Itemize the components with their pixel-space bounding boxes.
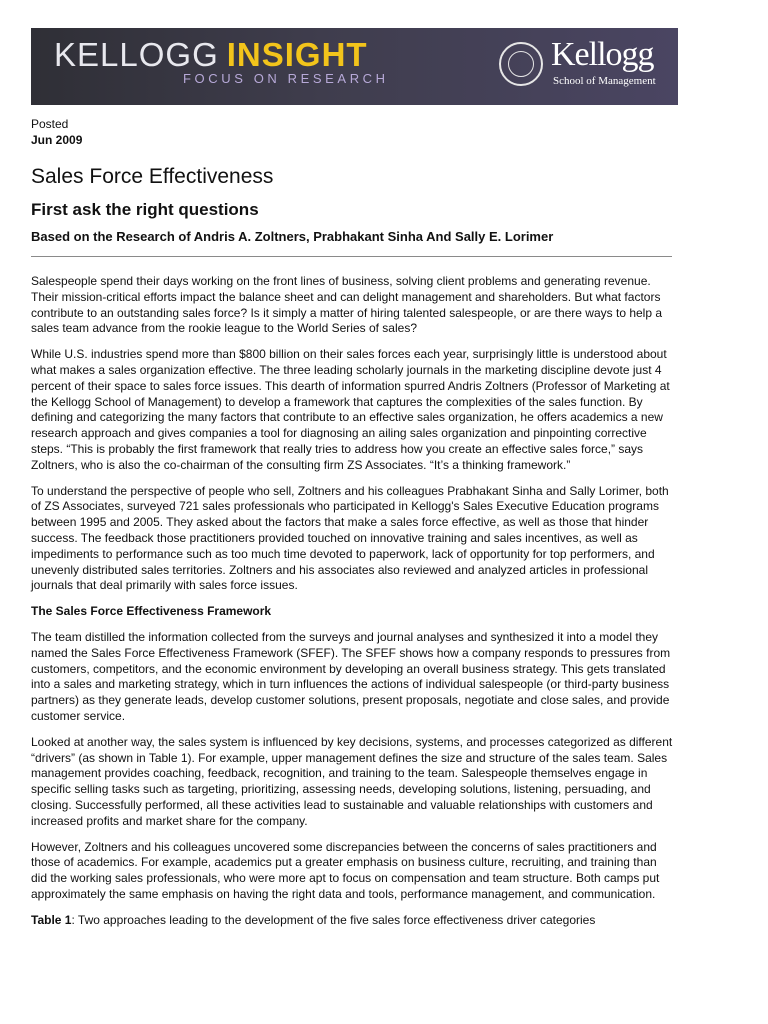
brand-wordmark xyxy=(54,36,368,74)
table-caption xyxy=(31,913,673,929)
body-paragraph: Looked at another way, the sales system is influenced by key decisions, systems, and processes categorized as different “drivers” (as shown in Table 1). For example, upper management defines the size and structure of the sales team. Sales management provides coaching, feedback, recognition, and training to the team. Salespeople themselves engage in specific selling tasks such as targeting, prioritizing, assessing needs, developing solutions, listening, persuading, and closing. Successfully performed, all these activities lead to sustainable and valuable relationships with customers and increased profits and market share for the company. xyxy=(31,734,673,828)
kellogg-insight-banner xyxy=(31,28,678,105)
brand-kellogg-text: KELLOGG xyxy=(54,36,219,73)
section-heading: The Sales Force Effectiveness Framework xyxy=(31,604,272,619)
school-logo-name: Kellogg xyxy=(551,36,654,73)
body-paragraph: However, Zoltners and his colleagues uncovered some discrepancies between the concerns of sales practitioners and those of academics. For example, academics put a greater emphasis on business culture, recruiting, and training than did the working sales professionals, who were more apt to focus on compensation and team structure. Both camps put approximately the same emphasis on having the right data and tools, performance management, and communication. xyxy=(31,839,660,901)
header-divider xyxy=(31,256,672,257)
posted-date: Jun 2009 xyxy=(31,133,83,147)
table-caption-text: : Two approaches leading to the development of the five sales force effectiveness driver categories xyxy=(71,912,596,927)
brand-tagline: FOCUS ON RESEARCH xyxy=(183,71,389,86)
university-seal-icon xyxy=(499,42,543,86)
brand-insight-text: INSIGHT xyxy=(226,36,368,73)
table-caption-label: Table 1 xyxy=(31,912,72,927)
article-byline: Based on the Research of Andris A. Zoltners, Prabhakant Sinha And Sally E. Lorimer xyxy=(31,229,554,244)
body-paragraph: Salespeople spend their days working on the front lines of business, solving client problems and generating revenue. Their mission-critical efforts impact the balance sheet and can delight management and shareholders. But what factors contribute to an outstanding sales force? Is it simply a matter of hiring talented salespeople, or are there ways to help a sales team advance from the rookie league to the World Series of sales? xyxy=(31,274,663,336)
school-logo-subtitle: School of Management xyxy=(553,75,656,87)
body-paragraph: While U.S. industries spend more than $800 billion on their sales forces each year, surprisingly little is understood about what makes a sales organization effective. The three leading scholarly journals in the marketing discipline devote just 4 percent of their space to sales force issues. This dearth of information spurred Andris Zoltners (Professor of Marketing at the Kellogg School of Management) to develop a framework that captures the complexities of the sales function. By defining and categorizing the many factors that contribute to an effective sales organization, he offers academics a new research approach and gives companies a tool for diagnosing an ailing sales organization and pinpointing corrective steps. “This is probably the first framework that really tries to address how you create an effective sales force,” says Zoltners, who is also the co-chairman of the consulting firm ZS Associates. “It’s a thinking framework.” xyxy=(31,347,670,472)
article-content xyxy=(31,116,673,928)
body-paragraph: To understand the perspective of people who sell, Zoltners and his colleagues Prabhakant Sinha and Sally Lorimer, both of ZS Associates, surveyed 721 sales professionals who participated in Kellogg's Sales Executive Education programs between 1995 and 2005. They asked about the factors that make a sales force effective, as well as those that hinder success. The feedback those practitioners provided touched on innovative training and sales incentives, as well as impediments to performance such as too much time devoted to paperwork, lack of opportunity for top performers, and unevenly distributed sales territories. Zoltners and his associates also reviewed and analyzed articles in professional journals that deal primarily with sales force issues. xyxy=(31,483,669,593)
posted-label: Posted xyxy=(31,117,69,131)
article-subtitle: First ask the right questions xyxy=(31,200,259,219)
body-paragraph: The team distilled the information collected from the surveys and journal analyses and synthesized it into a model they named the Sales Force Effectiveness Framework (SFEF). The SFEF shows how a company responds to pressures from customers, competitors, and the economic environment by developing an overall business strategy. This gets translated into a sales and marketing strategy, which in turn influences the actions of individual salespeople (or third-party business partners) as they generate leads, develop customer solutions, present proposals, negotiate and close sales, and provide customer service. xyxy=(31,629,671,723)
article-title: Sales Force Effectiveness xyxy=(31,165,274,188)
